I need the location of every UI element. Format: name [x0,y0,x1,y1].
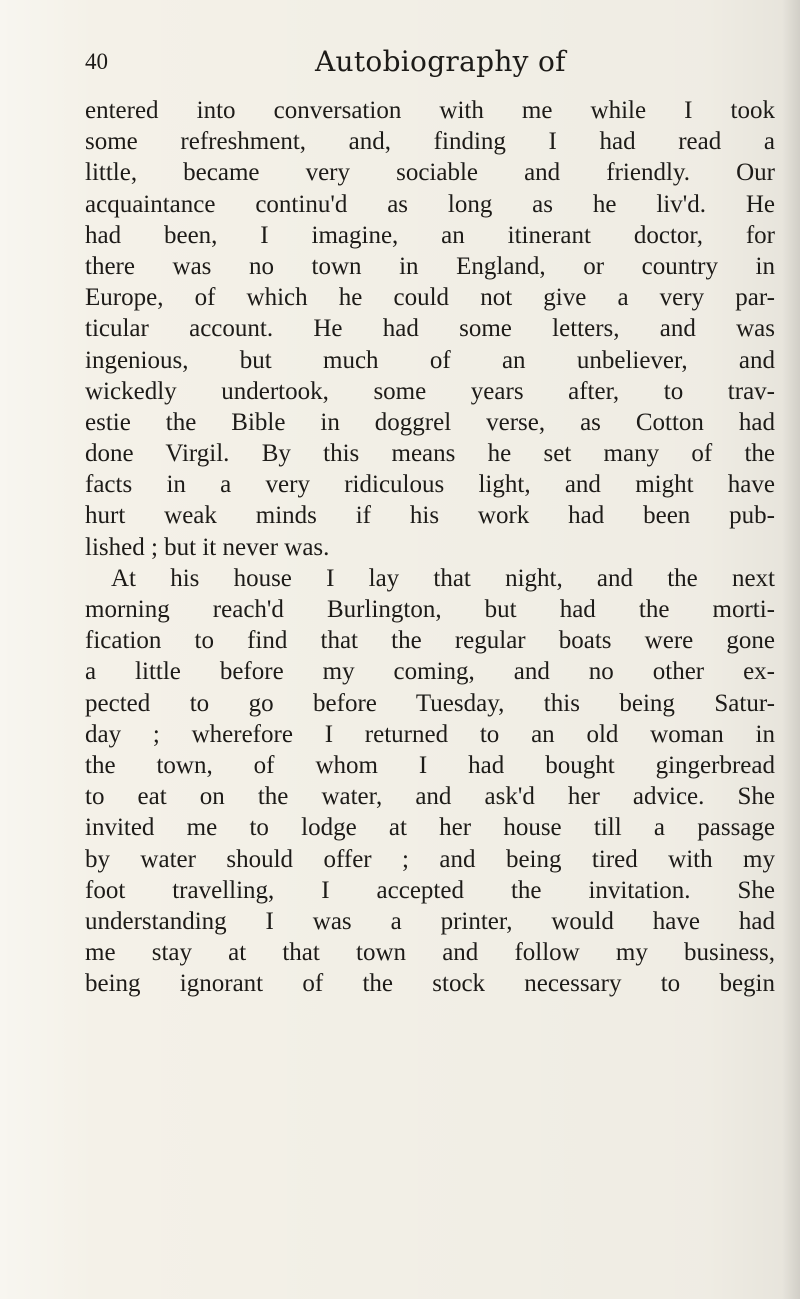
paragraph-start-line: At his house I lay that night, and the next [111,564,775,592]
text-line: pected to go before Tuesday, this being Satur- [85,689,775,717]
text-line: ticular account. He had some letters, and was [85,315,775,343]
body-text [85,95,775,999]
text-line: ingenious, but much of an unbeliever, and [85,346,775,374]
text-line: hurt weak minds if his work had been pub- [85,502,775,530]
text-line: estie the Bible in doggrel verse, as Cotton had [85,408,775,436]
text-line: morning reach'd Burlington, but had the morti- [85,596,775,623]
text-line: to eat on the water, and ask'd her advice. She [85,783,775,811]
text-line: foot travelling, I accepted the invitation. She [85,876,775,904]
text-line: entered into conversation with me while I took [85,97,775,124]
text-line: fication to find that the regular boats were gone [85,627,775,655]
text-line: understanding I was a printer, would have had [85,907,775,935]
text-line: the town, of whom I had bought gingerbread [85,751,775,779]
text-line: invited me to lodge at her house till a passage [85,814,775,842]
page-number: 40 [85,49,108,74]
text-line: some refreshment, and, finding I had read a [85,128,775,156]
text-line: done Virgil. By this means he set many of the [85,440,775,468]
text-line: day ; wherefore I returned to an old woman in [85,720,775,748]
page-edge-shadow [782,0,800,1299]
text-line: little, became very sociable and friendly. Our [85,159,775,187]
text-line: a little before my coming, and no other ex- [85,658,775,686]
text-line: being ignorant of the stock necessary to begin [85,970,775,998]
running-head [85,46,775,80]
running-title: Autobiography of [315,45,566,78]
text-line: facts in a very ridiculous light, and might have [85,471,775,499]
text-line: there was no town in England, or country in [85,252,775,280]
text-line: wickedly undertook, some years after, to trav- [85,377,775,405]
text-line: acquaintance continu'd as long as he liv'd. He [85,190,775,218]
text-line: me stay at that town and follow my business, [85,939,775,967]
text-line: Europe, of which he could not give a very par- [85,284,775,312]
text-line: by water should offer ; and being tired with my [85,845,775,873]
paragraph-end-line: lished ; but it never was. [85,533,330,561]
text-line: had been, I imagine, an itinerant doctor, for [85,221,775,249]
